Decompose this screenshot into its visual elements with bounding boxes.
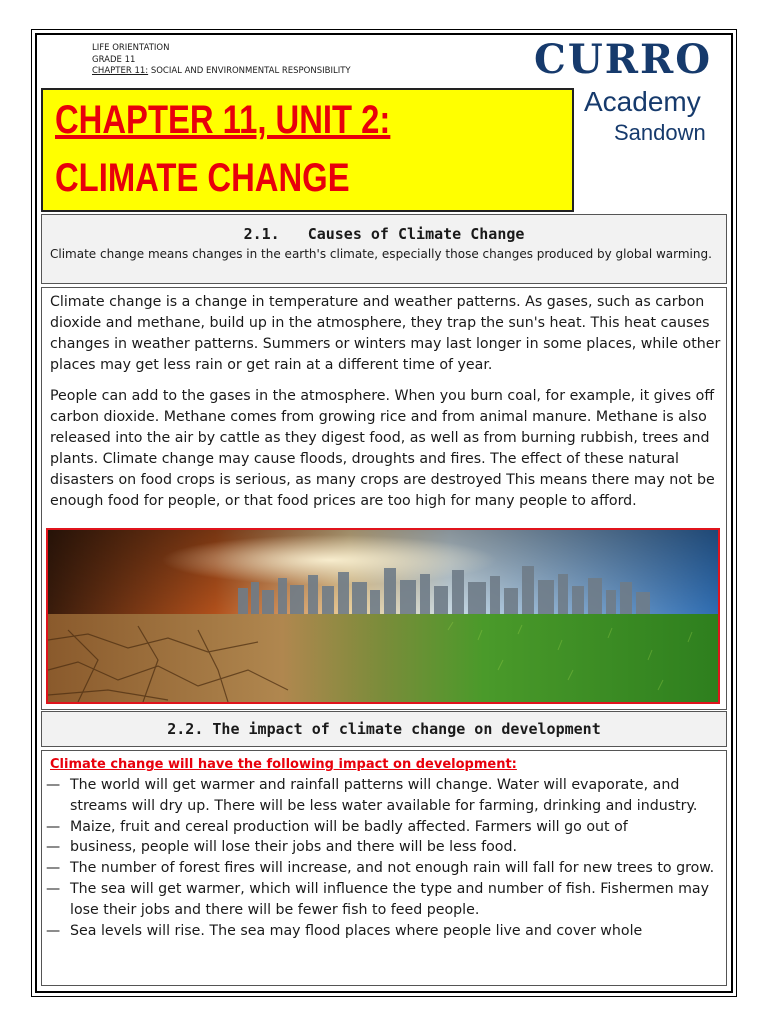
impact-list bbox=[46, 775, 722, 941]
document-meta bbox=[92, 43, 351, 78]
list-item bbox=[46, 858, 722, 879]
list-item-text: business, people will lose their jobs and there will be less food. bbox=[70, 839, 518, 856]
list-item-text: Maize, fruit and cereal production will be badly affected. Farmers will go out of bbox=[70, 818, 628, 835]
grade-label: GRADE 11 bbox=[92, 54, 136, 65]
chapter-name: SOCIAL AND ENVIRONMENTAL RESPONSIBILITY bbox=[148, 66, 351, 76]
climate-contrast-image bbox=[46, 528, 720, 704]
chapter-prefix: CHAPTER 11: bbox=[92, 66, 149, 76]
paragraph-2: People can add to the gases in the atmosphere. When you burn coal, for example, it gives off carbon dioxide. Methane comes from growing rice and from animal manure. Methane is also released into the air by cattle as they digest food, as well as from burning rubbish, trees and plants. Climate change may cause floods, droughts and fires. The effect of these natural disasters on food crops is serious, as many crops are destroyed This means there may not be enough food for people, or that food prices are too high for many people to afford. bbox=[50, 388, 715, 509]
title-banner bbox=[41, 88, 574, 212]
subject-label: LIFE ORIENTATION bbox=[92, 43, 170, 53]
paragraph-1: Climate change is a change in temperature and weather patterns. As gases, such as carbon dioxide and methane, build up in the atmosphere, they trap the sun's heat. This heat causes changes in weather patterns. Summers or winters may last longer in some places, while other places may get less rain or get rain at a different time of year. bbox=[50, 294, 721, 373]
list-item-text: The number of forest fires will increase, and not enough rain will fall for new trees to grow. bbox=[70, 860, 715, 877]
curro-logo: CURRO bbox=[534, 36, 713, 83]
section-1-heading-box bbox=[41, 214, 727, 284]
logo-academy-text: Academy bbox=[584, 86, 701, 117]
section-2-title: 2.2. The impact of climate change on development bbox=[167, 720, 601, 738]
list-item bbox=[46, 775, 722, 817]
list-item bbox=[46, 921, 722, 942]
list-item-text: The world will get warmer and rainfall patterns will change. Water will evaporate, and streams will dry up. There will be less water available for farming, drinking and industry. bbox=[70, 777, 698, 814]
list-item-text: Sea levels will rise. The sea may flood places where people live and cover whole bbox=[70, 922, 643, 939]
section-1-number: 2.1. bbox=[243, 225, 280, 243]
chapter-unit-title: CHAPTER 11, UNIT 2: bbox=[55, 98, 391, 142]
section-2-heading-box bbox=[41, 711, 727, 747]
logo-sandown-text: Sandown bbox=[614, 120, 706, 145]
section-1-description: Climate change means changes in the earth's climate, especially those changes produced by global warming. bbox=[50, 247, 712, 261]
chapter-label bbox=[92, 66, 351, 78]
drought-vs-green-city-illustration bbox=[48, 530, 718, 702]
list-dash: — bbox=[46, 922, 61, 939]
list-dash: — bbox=[46, 839, 61, 856]
list-dash: — bbox=[46, 880, 61, 897]
list-dash: — bbox=[46, 777, 61, 793]
list-item bbox=[46, 817, 722, 838]
impact-heading: Climate change will have the following impact on development: bbox=[50, 757, 517, 772]
section-1-title-text: Causes of Climate Change bbox=[307, 225, 525, 243]
list-item bbox=[46, 879, 722, 921]
list-dash: — bbox=[46, 818, 61, 835]
topic-title: CLIMATE CHANGE bbox=[55, 156, 350, 200]
list-item bbox=[46, 837, 722, 858]
section-2-content-box bbox=[41, 750, 727, 986]
section-1-title bbox=[42, 225, 726, 243]
list-item-text: The sea will get warmer, which will influence the type and number of fish. Fishermen may lose their jobs and there will be fewer fish to feed people. bbox=[70, 880, 709, 918]
list-dash: — bbox=[46, 860, 61, 877]
